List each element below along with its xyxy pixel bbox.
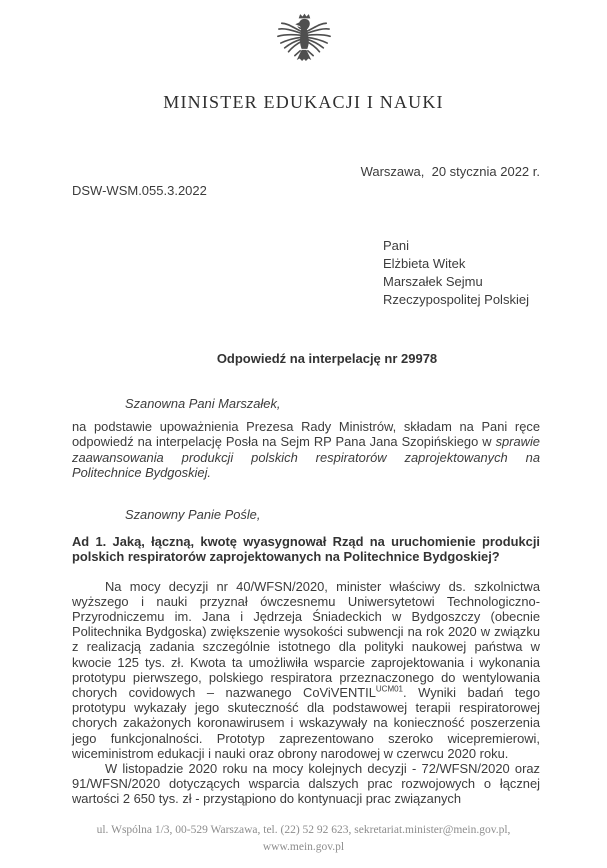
paragraph-intro-interpellation-title: sprawie zaawansowania produkcji polskich respiratorów zaprojektowanych na Politechnice Bydgoskiej. [72,434,540,480]
footer-address-line: ul. Wspólna 1/3, 00-529 Warszawa, tel. (22) 52 92 623, sekretariat.minister@mein.gov.pl, [96,824,511,836]
footer-website: www.mein.gov.pl [262,841,345,853]
paragraph-answer-2: W listopadzie 2020 roku na mocy kolejnych decyzji - 72/WFSN/2020 oraz 91/WFSN/2020 dotyczących wsparcia dalszych prac rozwojowych o łącznej wartości 2 650 tys. zł - przystąpiono do kontynuacji prac związanych [72,761,540,807]
paragraph-intro-regular: na podstawie upoważnienia Prezesa Rady Ministrów, składam na Pani ręce odpowiedź na interpelację Posła na Sejm RP Pana Jana Szopińskiego w [72,419,540,450]
respirator-model-superscript: UCM01 [375,684,404,694]
emblem-container [0,12,607,83]
salutation-posel: Szanowny Panie Pośle, [125,507,261,523]
ministry-title: MINISTER EDUKACJI I NAUKI [163,92,444,112]
recipient-name: Elżbieta Witek [383,256,466,271]
question-ad1-heading: Ad 1. Jaką, łączną, kwotę wyasygnował Rząd na uruchomienie produkcji polskich respiratorów zaprojektowanych na Politechnice Bydgoskiej? [72,534,540,565]
place-and-date: Warszawa, 20 stycznia 2022 r. [360,164,540,179]
paragraph-answer-1 [72,579,540,761]
answer-1-text: Na mocy decyzji nr 40/WFSN/2020, minister właściwy ds. szkolnictwa wyższego i nauki przyznał ówczesnemu Uniwersytetowi Technologiczno-Przyrodniczemu im. Jana i Jędrzeja Śniadeckich w Bydgoszczy (obecnie Politechnika Bydgoska) zwiększenie wysokości subwencji na rok 2020 w związku z realizacją zadania szczególnie istotnego dla polityki naukowej państwa w kwocie 125 tys. zł. Kwota ta umożliwiła wsparcie zaprojektowania i wykonania prototypu pierwszego, polskiego respiratora przeznaczonego do wentylowania chorych covidowych – nazwanego CoViVENTIL [72,578,540,701]
recipient-institution: Rzeczypospolitej Polskiej [383,292,529,307]
reference-number: DSW-WSM.055.3.2022 [72,183,207,198]
paragraph-intro [72,419,540,480]
letter-body [72,396,540,807]
recipient-block [383,237,529,309]
letter-subject: Odpowiedź na interpelację nr 29978 [216,351,438,366]
recipient-title: Marszałek Sejmu [383,274,483,289]
salutation-marszalek: Szanowna Pani Marszałek, [125,396,281,411]
polish-crowned-eagle-icon [275,12,333,83]
letterhead-footer [0,822,607,856]
answer-1-text-continued: . Wyniki badań tego prototypu wykazały jego skuteczność dla podstawowej terapii respiratorowej chorych zakażonych koronawirusem i wskazywały na konieczność poszerzenia jego funkcjonalności. Prototyp zaprezentowano szeroko wicepremierowi, wiceministrom edukacji i nauki oraz obrony narodowej w czerwcu 2020 roku. [72,685,540,761]
recipient-honorific: Pani [383,238,410,253]
